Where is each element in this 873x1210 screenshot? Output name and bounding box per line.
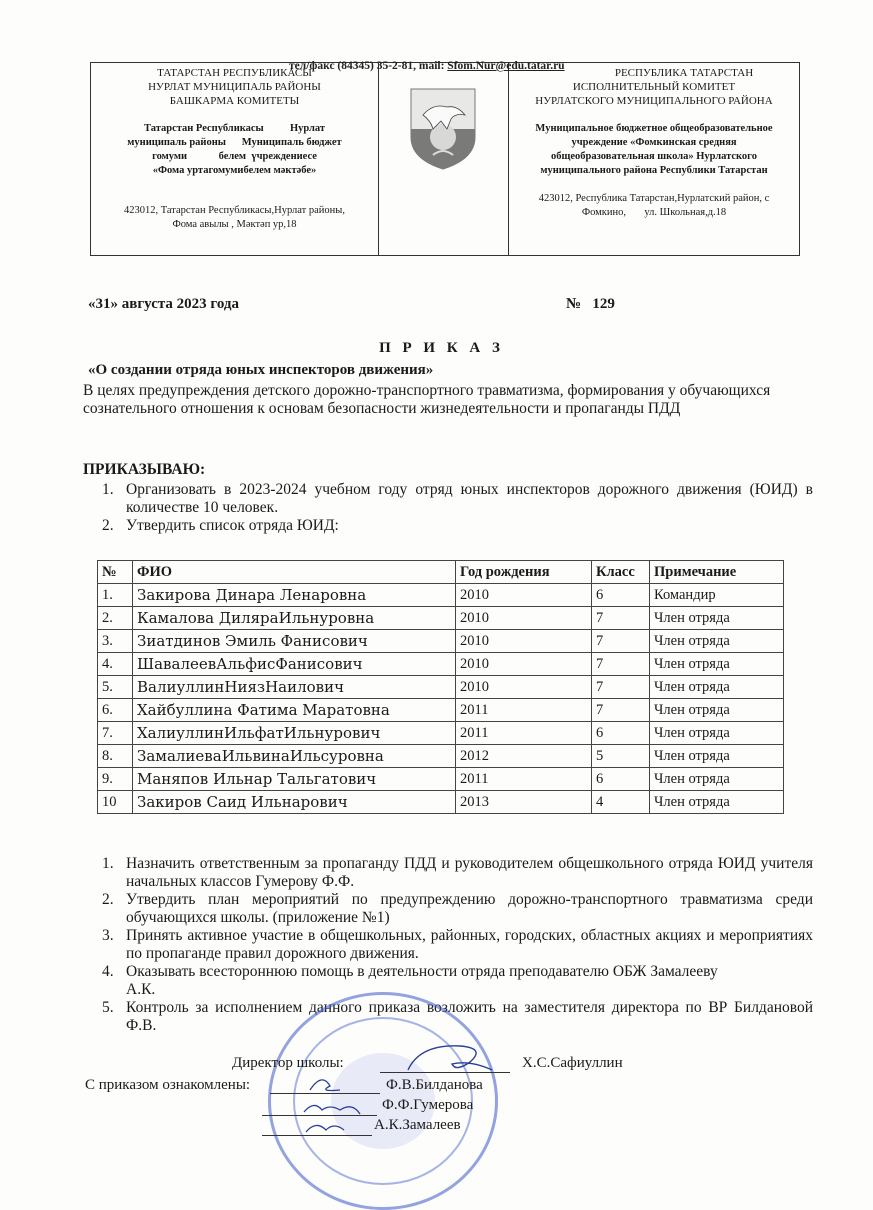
director-name: Х.С.Сафиуллин [522,1055,623,1071]
table-row: 9. Маняпов Ильнар Тальгатович 2011 6 Член отряда [98,768,784,791]
table-row: 6. Хайбуллина Фатима Маратовна 2011 7 Член отряда [98,699,784,722]
table-row: 10 Закиров Саид Ильнарович 2013 4 Член отряда [98,791,784,814]
letterhead-emblem-column [379,63,509,255]
squad-roster-table [97,560,784,814]
letterhead-russian-column [509,63,799,255]
coat-of-arms-emblem [407,85,479,171]
preamble: В целях предупреждения детского дорожно-транспортного травматизма, формирования у обучающихся сознательного отношения к основам безопасности жизнедеятельности и пропаганды ПДД [83,382,771,417]
table-row: 3. Зиатдинов Эмиль Фанисович 2010 7 Член отряда [98,630,784,653]
order-item: 2. Утвердить план мероприятий по предупреждению дорожно-транспортного травматизма среди обучающихся школы. (приложение №1) [102,891,813,926]
tatar-district-line: НУРЛАТ МУНИЦИПАЛЬ РАЙОНЫ [148,81,321,93]
acquainted-name-3: А.К.Замалеев [374,1117,461,1133]
tatar-address-line-1: 423012, Татарстан Республикасы,Нурлат районы, [124,205,345,216]
ru-org-line-4: муниципального района Республики Татарстан [540,165,768,176]
table-row: 4. ШавалеевАльфисФанисович 2010 7 Член отряда [98,653,784,676]
table-header-row [98,561,784,584]
director-signature [400,1040,500,1076]
tatar-address-line-2: Фома авылы , Мәктәп ур,18 [172,219,297,230]
email-link[interactable]: Sfom.Nur@edu.tatar.ru [447,60,565,72]
order-title [0,340,873,357]
col-fio: ФИО [133,561,456,584]
order-title-text: П Р И К А З [379,340,504,356]
order-item: 5. Контроль за исполнением данного приказа возложить на заместителя директора по ВР Билдановой Ф.В. [102,999,813,1034]
phone-fax: тел/факс (84345) 35-2-81, mail: [289,60,448,72]
ru-district-line: НУРЛАТСКОГО МУНИЦИПАЛЬНОГО РАЙОНА [535,95,773,107]
tatar-committee-line: БАШКАРМА КОМИТЕТЫ [169,95,300,107]
ru-republic-line: РЕСПУБЛИКА ТАТАРСТАН [614,67,754,79]
col-class: Класс [592,561,650,584]
acquainted-name-1: Ф.В.Билданова [386,1077,483,1093]
order-item: 3. Принять активное участие в общешкольных, районных, городских, областных акциях и мероприятиях по пропаганде правил дорожного движения. [102,927,813,962]
director-label: Директор школы: [232,1055,344,1071]
tatar-republic-line: ТАТАРСТАН РЕСПУБЛИКАСЫ [157,67,312,79]
contact-line [289,60,565,72]
tatar-org-line-1: Татарстан Республикасы Нурлат [143,123,326,134]
ru-address-line-2: Фомкино, ул. Школьная,д.18 [581,207,727,218]
letterhead [90,62,800,256]
col-birth-year: Год рождения [456,561,592,584]
order-subtitle: «О создании отряда юных инспекторов движения» [88,362,434,378]
order-item: 1. Назначить ответственным за пропаганду ПДД и руководителем общешкольного отряда ЮИД учителя начальных классов Гумерову Ф.Ф. [102,855,813,890]
order-list-2 [98,855,813,1035]
orders-heading: ПРИКАЗЫВАЮ: [83,461,206,478]
col-number: № [98,561,133,584]
col-note: Примечание [650,561,784,584]
acquainted-name-2: Ф.Ф.Гумерова [382,1097,474,1113]
order-list-1 [98,481,813,535]
acquainted-label: С приказом ознакомлены: [85,1077,251,1093]
ru-org-line-1: Муниципальное бюджетное общеобразовательное [535,123,773,134]
order-item: 1. Организовать в 2023-2024 учебном году отряд юных инспекторов дорожного движения (ЮИД) в количестве 10 человек. [102,481,813,516]
ru-org-line-2: учреждение «Фомкинская средняя [571,137,737,148]
table-row: 7. ХалиуллинИльфатИльнурович 2011 6 Член отряда [98,722,784,745]
ru-committee-line: ИСПОЛНИТЕЛЬНЫЙ КОМИТЕТ [572,81,736,93]
handwritten-signatures [300,1070,380,1140]
table-row: 1. Закирова Динара Ленаровна 2010 6 Командир [98,584,784,607]
table-row: 5. ВалиуллинНиязНаилович 2010 7 Член отряда [98,676,784,699]
table-row: 8. ЗамалиеваИльвинаИльсуровна 2012 5 Член отряда [98,745,784,768]
ru-address-line-1: 423012, Республика Татарстан,Нурлатский район, с [538,193,770,204]
tatar-org-line-4: «Фома уртагомумибелем мәктәбе» [152,165,317,176]
tatar-org-line-2: муниципаль районы Муниципаль бюджет [127,137,342,148]
table-row: 2. Камалова ДиляраИльнуровна 2010 7 Член отряда [98,607,784,630]
order-item: 2. Утвердить список отряда ЮИД: [102,517,339,534]
ru-org-line-3: общеобразовательная школа» Нурлатского [551,151,757,162]
order-item: 4. Оказывать всестороннюю помощь в деятельности отряда преподавателю ОБЖ Замалееву А.К. [102,963,718,998]
order-date: «31» августа 2023 года [88,296,240,312]
letterhead-tatar-column [91,63,379,255]
tatar-org-line-3: гомуми белем үчреждениесе [152,151,317,162]
order-number: № 129 [566,296,615,312]
